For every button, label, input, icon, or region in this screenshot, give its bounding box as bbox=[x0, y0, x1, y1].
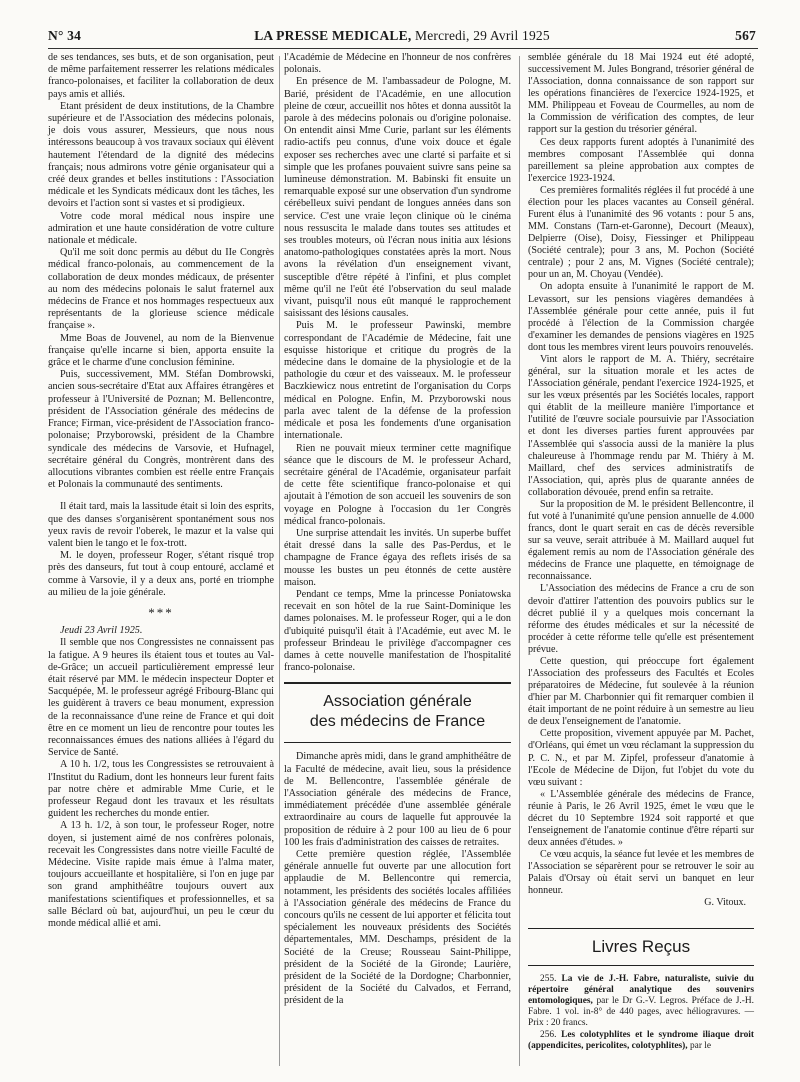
paragraph: On adopta ensuite à l'unanimité le rapport de M. Levassort, sur les pensions viagères demandées à l'Assemblée générale pour cette année, puis il fut procédé à l'élection de la Commission chargée d'examiner les demandes de pensions viagères en 1925 dont tous les membres virent leurs pouvoirs renouvelés. bbox=[528, 281, 754, 353]
paragraph: Etant président de deux institutions, de la Chambre supérieure et de l'Association des médecins polonais, je dois vous assurer, Messieurs, que nous nous intéressons beaucoup à vos travaux sociaux qui élèvent hautement l'étendard de la dignité des médecins français; nous admirons votre génie organisateur qui a créé deux grandes et belles institutions : l'Association médicale et les Syndicats médicaux dont les tâches, les devoirs et l'action sont si vastes et si prodigieux. bbox=[48, 100, 274, 210]
paragraph: Il semble que nos Congressistes ne connaissent pas la fatigue. A 9 heures ils étaient tous et toutes au Val-de-Grâce; un accueil particulièrement empressé leur était réservé par MM. le médecin inspecteur Dopter et Sacquépée, M. le professeur agrégé Fribourg-Blanc qui les guidèrent à travers ce beau monument, expression de la reconnaissance d'une reine de France et qui doit être en ce moment un lieu de rencontre pour toutes les reconnaissances émues des nations alliées à l'égard du Service de Santé. bbox=[48, 637, 274, 759]
paragraph: de ses tendances, ses buts, et de son organisation, peut de même parfaitement resserrer les relations médicales franco-polonaises, et faciliter la collaboration de deux pays amis et alliés. bbox=[48, 52, 274, 100]
paragraph: A 10 h. 1/2, tous les Congressistes se retrouvaient à l'Institut du Radium, dont les honneurs leur furent faits par notre chère et admirable Mme Curie, et le professeur Regaud dont les travaux et les résultats guident les recherches du monde entier. bbox=[48, 759, 274, 820]
section-separator: *** bbox=[148, 604, 174, 620]
paragraph: Vint alors le rapport de M. A. Thiéry, secrétaire général, sur la situation morale et les actes de l'Association générale, pendant l'exercice 1924-1925, et sur les vœux présentés par les Sociétés locales, rapport qui établit de la meilleure manière l'importance et l'utilité de l'œuvre sociale poursuivie par l'Association et dont les diverses parties furent approuvées par l'Assemblée qui s'associa aussi de la manière la plus chaleureuse à l'hommage rendu par M. Thiéry à M. Maillard, chef des services administratifs de l'Association, qui, après plus de quarante années de collaboration dévouée, prend enfin sa retraite. bbox=[528, 353, 754, 498]
book-entry bbox=[528, 1030, 754, 1052]
dateline: Jeudi 23 Avril 1925. bbox=[60, 625, 143, 637]
journal-title-line bbox=[48, 28, 756, 44]
paragraph: Mme Boas de Jouvenel, au nom de la Bienvenue française qu'elle incarne si bien, apporta ensuite la grâce et le charme d'une conclusion féminine. bbox=[48, 332, 274, 369]
section-title: Association générale bbox=[323, 693, 472, 711]
paragraph: Il était tard, mais la lassitude était si loin des esprits, que des danses s'organisèrent spontanément sous nos yeux ravis de revoir l'oberek, le mazur et la valse qui valent bien le tango et le fox-trott. bbox=[48, 501, 274, 549]
paragraph: En présence de M. l'ambassadeur de Pologne, M. Barié, président de l'Académie, en une allocution pleine de cœur, accueillit nos hôtes et donna aussitôt la parole à des médecins polonais ou d'origine polonaise. On entendit ainsi Mme Curie, parlant sur les éléments radio-actifs peu connus, d'une voix douce et égale exposer ses recherches avec une clarté si parfaite et si simple que les profanes pouvaient suivre sans peine sa lumineuse démonstration. M. Babinski fit ensuite un remarquable exposé sur une observation d'un syndrome cérébelleux suivi pendant de longues années dans son service. C'est une vraie leçon clinique où le cinéma nous ressuscita le malade dans toutes ses attitudes et ses troubles moteurs, où l'écran nous initia aux lésions anatomo-pathologiques constatées après la mort. Nous avons la révélation d'un enseignement vivant, susceptible d'être répété à l'infini, et plus complet même qu'il ne l'eût été l'observation du seul malade vivant, puisqu'il nous eût manqué le rapprochement saisissant des lésions causales. bbox=[284, 76, 511, 320]
page-number: 567 bbox=[735, 28, 756, 43]
paragraph: Ce vœu acquis, la séance fut levée et les membres de l'Association se séparèrent pour se retrouver le soir au Palais d'Orsay où était servi un banquet en leur honneur. bbox=[528, 849, 754, 897]
column-3 bbox=[528, 52, 754, 1052]
paragraph: Cette proposition, vivement appuyée par M. Pachet, d'Orléans, qui émet un vœu réclamant la suppression du P. C. N., et par M. Zipfel, professeur d'anatomie à l'Ecole de Médecine de Dijon, fut l'objet du vote du vœu suivant : bbox=[528, 728, 754, 788]
page-header bbox=[48, 28, 756, 48]
section-heading-box bbox=[284, 682, 511, 743]
book-title: La vie de J.-H. Fabre, naturaliste, suivie du répertoire général analytique des souvenirs entomologiques, bbox=[528, 973, 754, 1006]
paragraph: Une surprise attendait les invités. Un superbe buffet était dressé dans la salle des Pas-Perdus, et le champagne de France égaya des reflets irisés de sa mousse les bustes un peu étonnés de cette austère maison. bbox=[284, 527, 511, 588]
paragraph: Sur la proposition de M. le président Bellencontre, il fut voté à l'unanimité qu'une pension annuelle de 4.000 francs, dont le quart serait en cas de décès reversible sur sa veuve, serait attribuée à M. Maillard auquel fut également remis au nom de l'Association générale des médecins de France une plaquette, en témoignage de reconnaissance. bbox=[528, 498, 754, 583]
paragraph: Qu'il me soit donc permis au début du IIe Congrès médical franco-polonais, au commencement de la collaboration de deux mondes médicaux, de présenter au nom des médecins polonais le salut fraternel aux médecins de France et nos hommages respectueux aux représentants de la glorieuse science médicale française ». bbox=[48, 247, 274, 332]
book-details: par le bbox=[689, 1040, 712, 1051]
section-title: Livres Reçus bbox=[591, 936, 691, 956]
book-number: 256. bbox=[540, 1029, 557, 1040]
paragraph: l'Académie de Médecine en l'honneur de nos confrères polonais. bbox=[284, 52, 511, 76]
column-1 bbox=[48, 52, 274, 930]
article-signature: G. Vitoux. bbox=[704, 897, 746, 909]
paragraph: Cette question, qui préoccupe fort également l'Association des professeurs des Facultés et Ecoles préparatoires de Médecine, fut soulevée à la réunion d'hier par M. Charbonnier qui fit remarquer combien il était important de ne point réduire à un semestre au lieu de deux l'enseignement de l'anatomie. bbox=[528, 655, 754, 728]
paragraph: L'Association des médecins de France a cru de son devoir d'attirer l'attention des pouvoirs publics sur le décret publié il y a quelques mois concernant la réforme des études médicales et sur la nécessité de procéder à cette réforme telle qu'elle est présentement prévue. bbox=[528, 583, 754, 655]
issue-number: N° 34 bbox=[48, 28, 82, 43]
section-title: des médecins de France bbox=[309, 713, 486, 731]
paragraph: semblée générale du 18 Mai 1924 eut été adopté, successivement M. Jules Bongrand, trésorier général de l'Association, donna connaissance de son rapport sur les opérations financières de l'exercice 1924-1925, et MM. Philippeau et Foveau de Courmelles, au nom de la Commission de vérification des comptes, de leur rapport sur la gestion du trésorier général. bbox=[528, 52, 754, 136]
header-rule bbox=[48, 48, 758, 49]
column-divider bbox=[519, 56, 520, 1066]
paragraph: Ces premières formalités réglées il fut procédé à une élection pour les places vacantes au Conseil général. Furent élus à l'unanimité des 96 votants : pour 5 ans, MM. Constans (Tarn-et-Garonne), Decourt (Meaux), Delpierre (Oise), Doisy, Fiessinger et Philippeau (Société centrale); pour 3 ans, M. Pochon (Société centrale) ; pour 2 ans, M. Vignes (Société centrale); pour un an, M. Choyau (Vendée). bbox=[528, 184, 754, 281]
paragraph: Pendant ce temps, Mme la princesse Poniatowska recevait en son hôtel de la rue Saint-Dominique les dames polonaises. M. le professeur Roger, qui a le don d'ubiquité puisqu'il était à l'Académie, eut avec M. le professeur Brindeau le privilège d'accompagner ces dames à cette nouvelle manifestation de l'hospitalité franco-polonaise. bbox=[284, 588, 511, 674]
book-number: 255. bbox=[540, 973, 557, 984]
issue-date: Mercredi, 29 Avril 1925 bbox=[414, 28, 550, 43]
column-divider bbox=[279, 56, 280, 1066]
paragraph: Puis, successivement, MM. Stéfan Dombrowski, ancien sous-secrétaire d'Etat aux Affaires étrangères et professeur à l'Université de Poznan; M. Bellencontre, président de l'Association générale des médecins de France; Firman, vice-président de l'Association franco-polonaise; Przyborowski, président de la Chambre syndicale des médecins de Varsovie, et Hufnagel, secrétaire général du Congrès, montrèrent dans des allocutions vibrantes combien est réelle entre Français et Polonais la communauté des sentiments. bbox=[48, 369, 274, 491]
paragraph: Votre code moral médical nous inspire une admiration et une haute considération de votre culture nationale et médicale. bbox=[48, 210, 274, 247]
journal-name: LA PRESSE MEDICALE, bbox=[254, 28, 412, 43]
paragraph: Dimanche après midi, dans le grand amphithéâtre de la Faculté de médecine, avait lieu, sous la présidence de M. Bellencontre, l'assemblée générale de l'Association générale des médecins de France, immédiatement précédée d'une assemblée générale extraordinaire au cours de laquelle fut approuvée la proposition de réduire à 2 pour 100 au lieu de 6 pour 100 les frais d'administration des caisses de retraites. bbox=[284, 751, 511, 848]
book-details: par le Dr G.-V. Legros. Préface de J.-H. Fabre. 1 vol. in-8° de 440 pages, avec héliogravures. — Prix : 20 francs. bbox=[528, 995, 755, 1029]
paragraph: Cette première question réglée, l'Assemblée générale annuelle fut ouverte par une allocution fort applaudie de M. Bellencontre qui remercia, notamment, les présidents des sociétés locales affiliées à l'Association générale des médecins de France du concours qu'ils ne cessent de lui apporter et félicita tout spécialement les nouveaux présidents des Sociétés départementales, MM. Deschamps, président de la Société de la Creuse; Rousseau Saint-Philippe, président de la Société de la Gironde; Laurière, président de la Société de la Dordogne; Charbonnier, président de la Société du Calvados, et Ferrand, président de la bbox=[284, 848, 511, 1007]
book-entry bbox=[528, 974, 754, 1030]
paragraph: Rien ne pouvait mieux terminer cette magnifique séance que le discours de M. le professeur Achard, secrétaire général de l'Académie, organisateur parfait de cette fête scientifique franco-polonaise et qui ajoutait à l'émotion de son accueil les souvenirs de son voyage en Pologne à l'occasion du 1er Congrès médical franco-polonais. bbox=[284, 442, 511, 527]
paragraph: « L'Assemblée générale des médecins de France, réunie à Paris, le 26 Avril 1925, émet le vœu que le décret du 10 Septembre 1924 soit rapporté et que l'enseignement de l'anatomie continue d'être réparti sur deux années d'études. » bbox=[528, 788, 754, 849]
column-2 bbox=[284, 52, 511, 1008]
paragraph: M. le doyen, professeur Roger, s'étant risqué trop près des danseurs, fut tout à coup entouré, acclamé et comme à Varsovie, il y a deux ans, porté en triomphe au milieu de la joie générale. bbox=[48, 550, 274, 598]
paragraph: A 13 h. 1/2, à son tour, le professeur Roger, notre doyen, si justement aimé de nos confrères polonais, recevait les Congressistes dans notre vieille Faculté de Médecine. Visite rapide mais émue à l'alma mater, toujours accueillante et hospitalière, si l'on en juge par son grand amphithéâtre toujours ouvert aux manifestations scientifiques et professionnelles, et sa salle Béclard où bat, aujourd'hui, un peu le cœur du monde médical allié et ami. bbox=[48, 820, 274, 930]
section-heading-box bbox=[528, 928, 754, 966]
paragraph: Ces deux rapports furent adoptés à l'unanimité des membres composant l'Assemblée qui donna pareillement sa pleine approbation aux comptes de l'exercice 1923-1924. bbox=[528, 136, 754, 184]
paragraph: Puis M. le professeur Pawinski, membre correspondant de l'Académie de Médecine, fait une esquisse historique et critique du progrès de la médecine dans le domaine de la physiologie et de la pathologie du cœur et des vaisseaux. M. le professeur Baczkiewicz nous entretint de l'organisation du Corps médical en Pologne. Enfin, M. Przyborowski nous parla avec talent de la défense de la profession médicale et posa les fondements d'une organisation internationale. bbox=[284, 320, 511, 442]
book-title: Les colotyphlites et le syndrome iliaque droit (appendicites, pericolites, colotyphlites), bbox=[528, 1029, 755, 1051]
